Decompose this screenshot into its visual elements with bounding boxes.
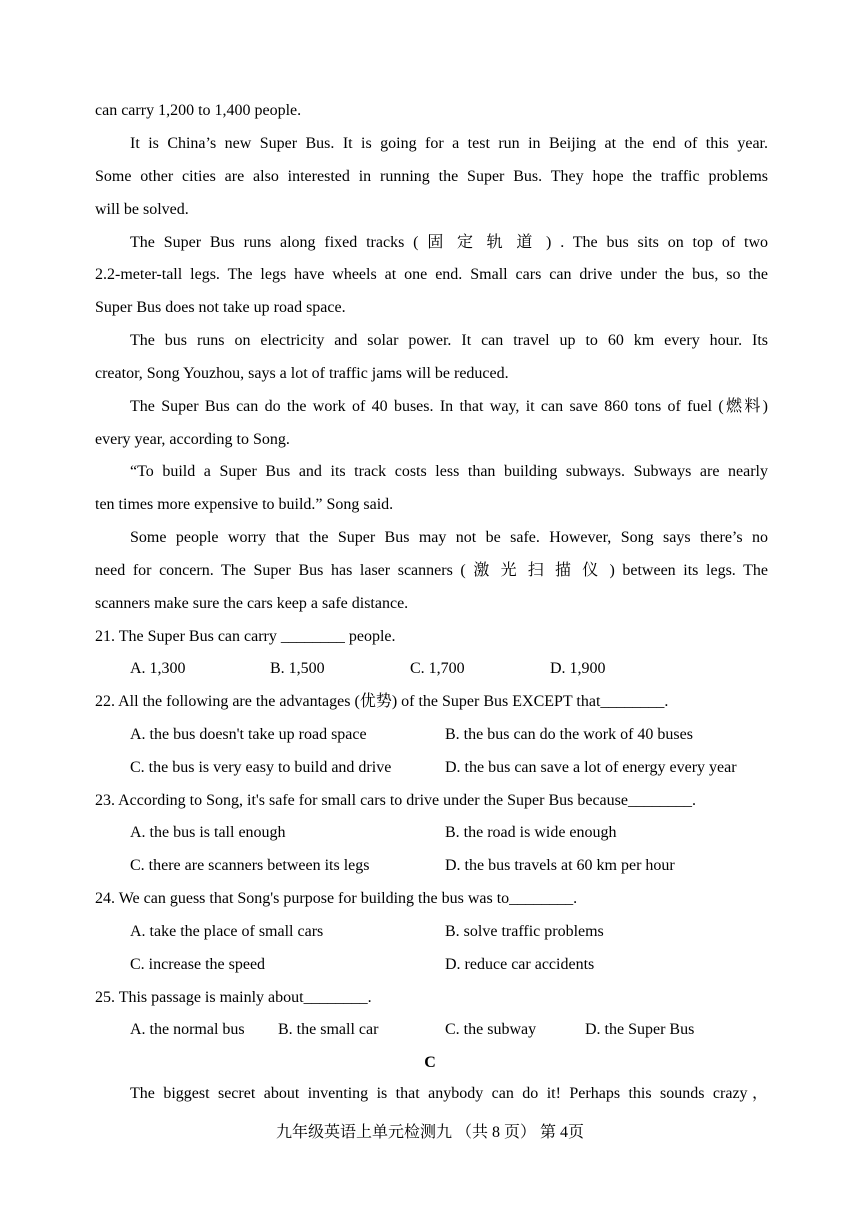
question-21: 21. The Super Bus can carry ________ people. xyxy=(95,628,396,645)
question-25: 25. This passage is mainly about________. xyxy=(95,989,372,1006)
question-22: 22. All the following are the advantages (优势) of the Super Bus EXCEPT that________. xyxy=(95,693,669,710)
passage-line: ten times more expensive to build.” Song said. xyxy=(95,496,394,513)
section-heading: C xyxy=(424,1054,436,1071)
option-25-a: A. the normal bus xyxy=(130,1021,245,1038)
question-24: 24. We can guess that Song's purpose for building the bus was to________. xyxy=(95,890,578,907)
option-21-d: D. 1,900 xyxy=(550,660,606,677)
passage-line: need for concern. The Super Bus has laser scanners ( 激 光 扫 描 仪 ) between its legs. The xyxy=(95,562,768,579)
passage-line: Some other cities are also interested in running the Super Bus. They hope the traffic problems xyxy=(95,168,768,185)
option-24-b: B. solve traffic problems xyxy=(445,923,604,940)
question-23: 23. According to Song, it's safe for small cars to drive under the Super Bus because________. xyxy=(95,792,696,809)
passage-line: 2.2-meter-tall legs. The legs have wheels at one end. Small cars can drive under the bus, so the xyxy=(95,266,768,283)
option-21-a: A. 1,300 xyxy=(130,660,186,677)
passage-line: The Super Bus can do the work of 40 buses. In that way, it can save 860 tons of fuel (燃料) xyxy=(130,398,768,415)
passage-line: every year, according to Song. xyxy=(95,431,290,448)
passage-line: scanners make sure the cars keep a safe distance. xyxy=(95,595,409,612)
option-22-d: D. the bus can save a lot of energy every year xyxy=(445,759,737,776)
option-23-c: C. there are scanners between its legs xyxy=(130,857,370,874)
option-21-c: C. 1,700 xyxy=(410,660,465,677)
passage-line: Super Bus does not take up road space. xyxy=(95,299,346,316)
passage-line: The bus runs on electricity and solar power. It can travel up to 60 km every hour. Its xyxy=(130,332,768,349)
passage-line: “To build a Super Bus and its track costs less than building subways. Subways are nearly xyxy=(130,463,768,480)
option-25-d: D. the Super Bus xyxy=(585,1021,695,1038)
option-24-d: D. reduce car accidents xyxy=(445,956,595,973)
option-25-b: B. the small car xyxy=(278,1021,379,1038)
option-23-b: B. the road is wide enough xyxy=(445,824,617,841)
option-22-c: C. the bus is very easy to build and drive xyxy=(130,759,392,776)
passage-line: The biggest secret about inventing is that anybody can do it! Perhaps this sounds crazy， xyxy=(130,1085,768,1102)
passage-line: will be solved. xyxy=(95,201,189,218)
option-22-a: A. the bus doesn't take up road space xyxy=(130,726,367,743)
passage-line: can carry 1,200 to 1,400 people. xyxy=(95,102,302,119)
passage-line: The Super Bus runs along fixed tracks ( 固 定 轨 道 ) . The bus sits on top of two xyxy=(130,234,768,251)
option-25-c: C. the subway xyxy=(445,1021,537,1038)
option-24-c: C. increase the speed xyxy=(130,956,266,973)
option-24-a: A. take the place of small cars xyxy=(130,923,324,940)
option-22-b: B. the bus can do the work of 40 buses xyxy=(445,726,693,743)
passage-line: Some people worry that the Super Bus may not be safe. However, Song says there’s no xyxy=(130,529,768,546)
option-21-b: B. 1,500 xyxy=(270,660,325,677)
page-footer: 九年级英语上单元检测九 （共 8 页） 第 4页 xyxy=(275,1124,584,1141)
passage-line: It is China’s new Super Bus. It is going for a test run in Beijing at the end of this year. xyxy=(130,135,768,152)
option-23-a: A. the bus is tall enough xyxy=(130,824,286,841)
option-23-d: D. the bus travels at 60 km per hour xyxy=(445,857,675,874)
passage-line: creator, Song Youzhou, says a lot of traffic jams will be reduced. xyxy=(95,365,509,382)
